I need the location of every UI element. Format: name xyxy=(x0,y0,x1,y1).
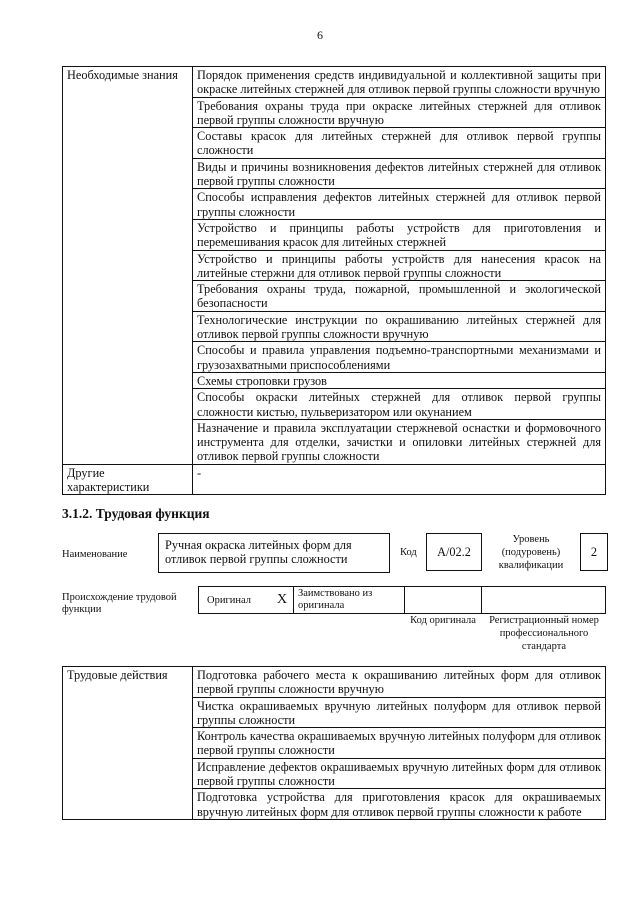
list-item: Устройство и принципы работы устройств для приготовления и перемешивания красок для литейных стержней xyxy=(193,219,606,250)
list-item: Требования охраны труда, пожарной, промышленной и экологической безопасности xyxy=(193,281,606,312)
reg-number-cell xyxy=(481,586,606,614)
section-heading: 3.1.2. Трудовая функция xyxy=(62,506,210,521)
list-item: Исправление дефектов окрашиваемых вручную литейных форм для отливок первой группы сложности xyxy=(193,758,606,789)
list-item: Чистка окрашиваемых вручную литейных полуформ для отливок первой группы сложности xyxy=(193,697,606,728)
reg-caption: Регистрационный номер профессионального стандарта xyxy=(489,615,599,652)
origin-label: Происхождение трудовой функции xyxy=(62,592,177,615)
level-label: Уровень (подуровень) квалификации xyxy=(498,534,564,571)
list-item: Схемы строповки грузов xyxy=(193,372,606,388)
list-item: Способы окраски литейных стержней для отливок первой группы сложности кистью, пульверизатором или окунанием xyxy=(193,389,606,420)
list-item: Способы и правила управления подъемно-транспортными механизмами и грузозахватными приспособлениями xyxy=(193,342,606,373)
actions-table xyxy=(62,666,606,820)
list-item: Назначение и правила эксплуатации стержневой оснастки и формовочного инструмента для отделки, зачистки и опиловки литейных стержней для отливок первой группы сложности xyxy=(193,419,606,464)
original-mark: X xyxy=(277,592,288,607)
original-label: Оригинал xyxy=(207,595,251,606)
borrowed-cell xyxy=(293,586,405,614)
list-item: Виды и причины возникновения дефектов литейных стержней для отливок первой группы сложности xyxy=(193,158,606,189)
code-label: Код xyxy=(400,547,417,558)
level-box: 2 xyxy=(580,533,608,571)
function-name-box: Ручная окраска литейных форм для отливок первой группы сложности xyxy=(158,533,390,573)
list-item: Устройство и принципы работы устройств для нанесения красок на литейные стержни для отливок первой группы сложности xyxy=(193,250,606,281)
table-row xyxy=(63,464,606,495)
knowledge-label: Необходимые знания xyxy=(63,67,193,465)
list-item: Составы красок для литейных стержней для отливок первой группы сложности xyxy=(193,128,606,159)
other-characteristics-value: - xyxy=(193,464,606,495)
original-cell xyxy=(198,586,294,614)
table-row xyxy=(63,67,606,98)
list-item: Технологические инструкции по окрашиванию литейных стержней для отливок первой группы сложности вручную xyxy=(193,311,606,342)
name-label: Наименование xyxy=(62,549,128,560)
list-item: Требования охраны труда при окраске литейных стержней для отливок первой группы сложности вручную xyxy=(193,97,606,128)
table-row xyxy=(63,667,606,698)
page-number: 6 xyxy=(317,28,323,42)
other-characteristics-label: Другие характеристики xyxy=(63,464,193,495)
list-item: Подготовка устройства для приготовления красок для окрашиваемых вручную литейных форм для отливок первой группы сложности к работе xyxy=(193,789,606,820)
code-caption: Код оригинала xyxy=(410,615,476,626)
actions-label: Трудовые действия xyxy=(63,667,193,820)
list-item: Порядок применения средств индивидуальной и коллективной защиты при окраске литейных стержней для отливок первой группы сложности вручную xyxy=(193,67,606,98)
borrowed-label: Заимствовано из оригинала xyxy=(298,588,373,611)
list-item: Подготовка рабочего места к окрашиванию литейных форм для отливок первой группы сложности вручную xyxy=(193,667,606,698)
function-code-box: A/02.2 xyxy=(426,533,482,571)
list-item: Контроль качества окрашиваемых вручную литейных полуформ для отливок первой группы сложности xyxy=(193,728,606,759)
list-item: Способы исправления дефектов литейных стержней для отливок первой группы сложности xyxy=(193,189,606,220)
knowledge-table xyxy=(62,66,606,495)
original-code-cell xyxy=(404,586,482,614)
